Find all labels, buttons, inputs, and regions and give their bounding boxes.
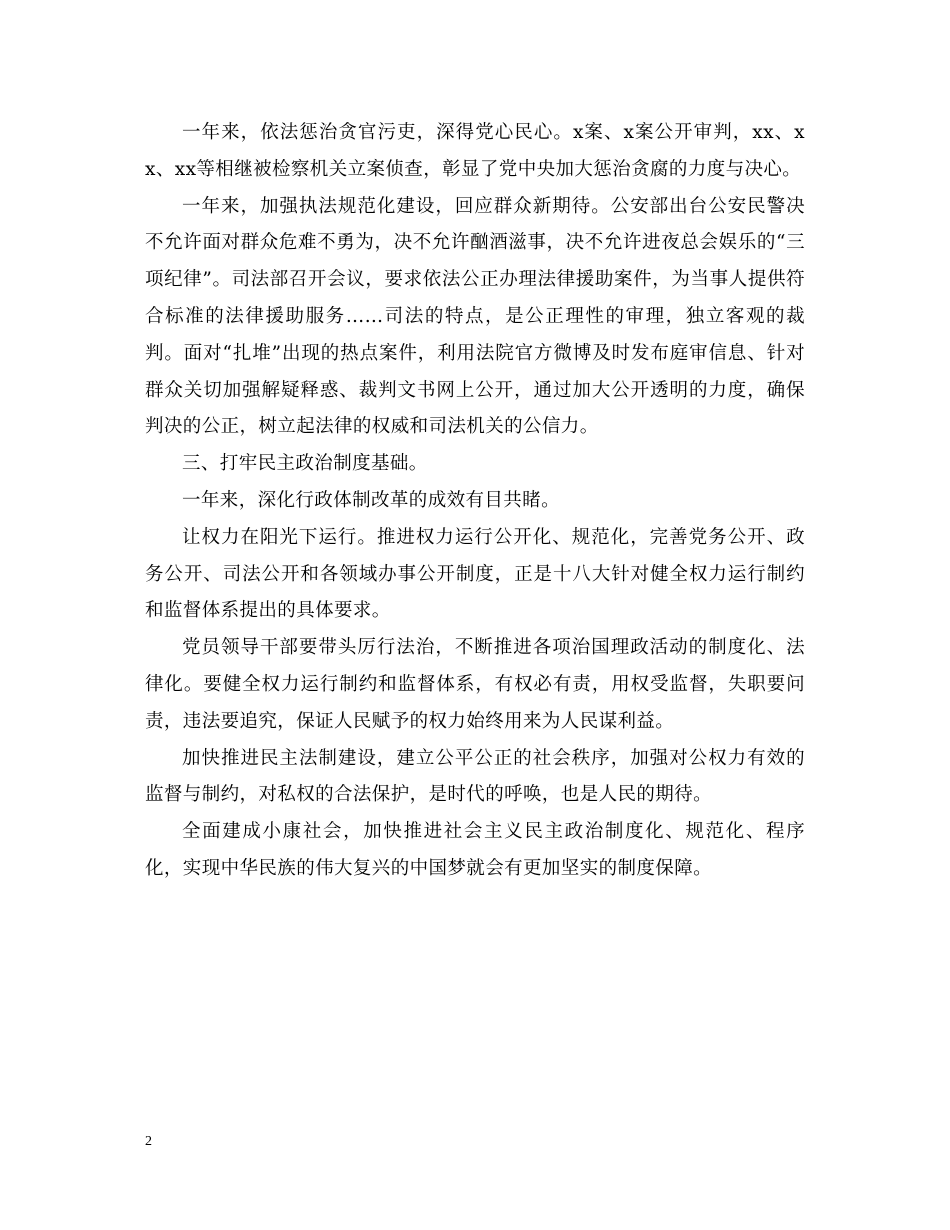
paragraph-anti-corruption: 一年来，依法惩治贪官污吏，深得党心民心。x案、x案公开审判，xx、xx、xx等相继被检察机关立案侦查，彰显了党中央加大惩治贪腐的力度与决心。 [145,122,805,180]
document-body [145,115,805,888]
paragraph-administrative-reform: 一年来，深化行政体制改革的成效有目共睹。 [182,489,561,511]
paragraph-conclusion: 全面建成小康社会，加快推进社会主义民主政治制度化、规范化、程序化，实现中华民族的伟大复兴的中国梦就会有更加坚实的制度保障。 [145,821,805,879]
paragraph-law-enforcement: 一年来，加强执法规范化建设，回应群众新期待。公安部出台公安民警决不允许面对群众危难不勇为，决不允许酗酒滋事，决不允许进夜总会娱乐的“三项纪律”。司法部召开会议，要求依法公正办理法律援助案件，为当事人提供符合标准的法律援助服务……司法的特点，是公正理性的审理，独立客观的裁判。面对“扎堆”出现的热点案件，利用法院官方微博及时发布庭审信息、针对群众关切加强解疑释惑、裁判文书网上公开，通过加大公开透明的力度，确保判决的公正，树立起法律的权威和司法机关的公信力。 [145,195,805,438]
paragraph-power-in-sunlight: 让权力在阳光下运行。推进权力运行公开化、规范化，完善党务公开、政务公开、司法公开和各领域办事公开制度，正是十八大针对健全权力运行制约和监督体系提出的具体要求。 [145,526,805,622]
page-number: 2 [145,1134,152,1149]
paragraph-rule-of-law: 党员领导干部要带头厉行法治，不断推进各项治国理政活动的制度化、法律化。要健全权力运行制约和监督体系，有权必有责，用权受监督，失职要问责，违法要追究，保证人民赋予的权力始终用来为人民谋利益。 [145,637,805,732]
section-heading-democracy: 三、打牢民主政治制度基础。 [182,453,428,475]
paragraph-legal-system: 加快推进民主法制建设，建立公平公正的社会秩序，加强对公权力有效的监督与制约，对私权的合法保护，是时代的呼唤，也是人民的期待。 [145,747,805,806]
